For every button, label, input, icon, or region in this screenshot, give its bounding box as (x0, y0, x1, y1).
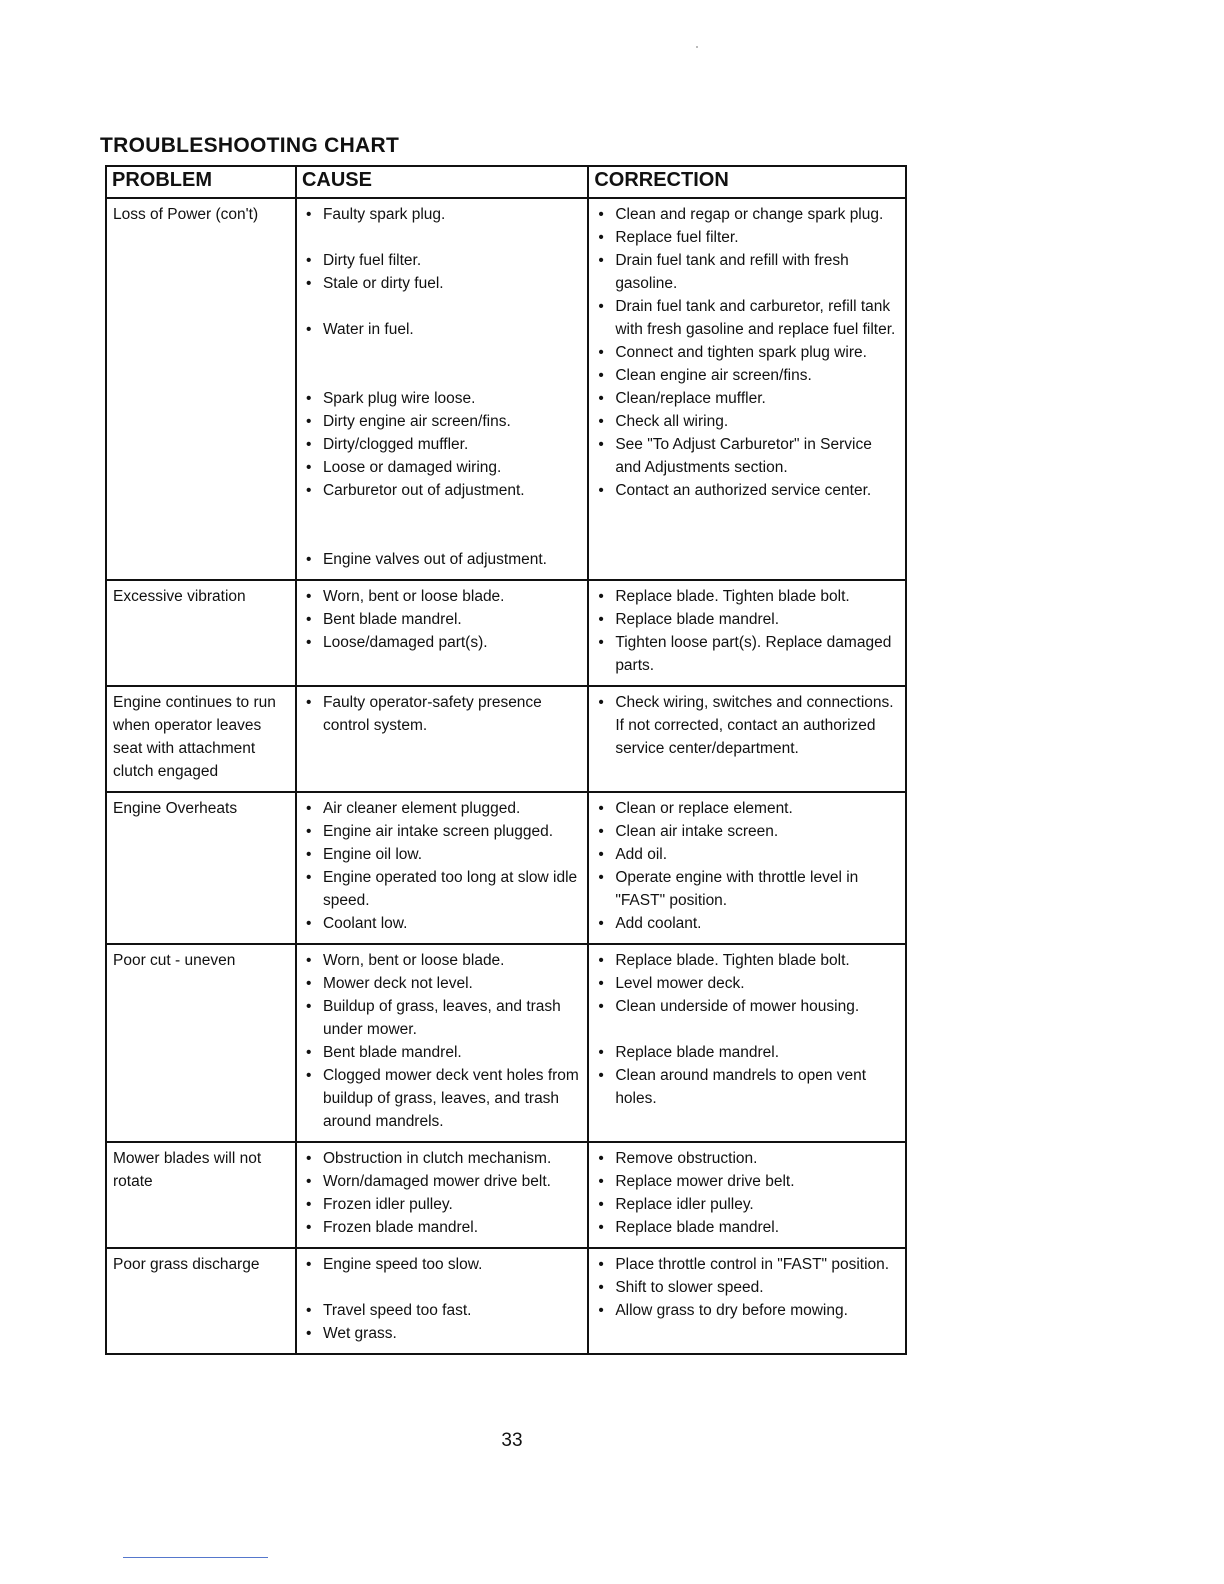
cause-list (303, 585, 581, 654)
cause-cell (296, 198, 588, 580)
correction-list (595, 797, 899, 935)
footer-rule (123, 1557, 268, 1558)
problem-header: PROBLEM (106, 166, 296, 198)
table-row (106, 1248, 906, 1354)
spacer-line (303, 226, 581, 249)
spacer-line (303, 1276, 581, 1299)
correction-cell (588, 792, 906, 944)
table-row (106, 1142, 906, 1248)
cause-item: • Stale or dirty fuel. (303, 272, 581, 295)
spacer-line (303, 502, 581, 525)
cause-item: • Water in fuel. (303, 318, 581, 341)
table-body (106, 198, 906, 1354)
cause-item: • Engine speed too slow. (303, 1253, 581, 1276)
correction-item: • Operate engine with throttle level in "FAST" position. (595, 866, 899, 912)
cause-item: • Carburetor out of adjustment. (303, 479, 581, 502)
correction-cell (588, 944, 906, 1142)
correction-item: • Clean engine air screen/fins. (595, 364, 899, 387)
correction-item: • Check wiring, switches and connections. If not corrected, contact an authorized service center/department. (595, 691, 899, 760)
problem-cell (106, 580, 296, 686)
correction-item: • Contact an authorized service center. (595, 479, 899, 502)
correction-item: • Replace blade. Tighten blade bolt. (595, 585, 899, 608)
cause-item: • Engine valves out of adjustment. (303, 548, 581, 571)
cause-item: • Mower deck not level. (303, 972, 581, 995)
correction-item: • See "To Adjust Carburetor" in Service and Adjustments section. (595, 433, 899, 479)
cause-cell (296, 686, 588, 792)
correction-item: • Clean underside of mower housing. (595, 995, 899, 1018)
correction-item: • Replace blade mandrel. (595, 1041, 899, 1064)
correction-cell (588, 1248, 906, 1354)
correction-item: • Clean around mandrels to open vent holes. (595, 1064, 899, 1110)
correction-list (595, 203, 899, 502)
correction-item: • Drain fuel tank and carburetor, refill tank with fresh gasoline and replace fuel filter. (595, 295, 899, 341)
correction-item: • Replace fuel filter. (595, 226, 899, 249)
correction-item: • Place throttle control in "FAST" position. (595, 1253, 899, 1276)
correction-cell (588, 686, 906, 792)
spacer-line (303, 341, 581, 364)
cause-item: • Frozen blade mandrel. (303, 1216, 581, 1239)
cause-cell (296, 792, 588, 944)
cause-list (303, 949, 581, 1133)
problem-text: Engine continues to run when operator leaves seat with attachment clutch engaged (113, 694, 276, 780)
cause-item: • Worn/damaged mower drive belt. (303, 1170, 581, 1193)
problem-text: Loss of Power (con't) (113, 206, 259, 223)
cause-item: • Obstruction in clutch mechanism. (303, 1147, 581, 1170)
table-row (106, 792, 906, 944)
cause-item: • Faulty operator-safety presence control system. (303, 691, 581, 737)
problem-text: Engine Overheats (113, 800, 238, 817)
correction-cell (588, 198, 906, 580)
cause-cell (296, 1142, 588, 1248)
correction-item: • Replace idler pulley. (595, 1193, 899, 1216)
correction-item: • Drain fuel tank and refill with fresh gasoline. (595, 249, 899, 295)
header-row (106, 166, 906, 198)
cause-item: • Dirty engine air screen/fins. (303, 410, 581, 433)
cause-item: • Frozen idler pulley. (303, 1193, 581, 1216)
cause-item: • Clogged mower deck vent holes from buildup of grass, leaves, and trash around mandrels. (303, 1064, 581, 1133)
problem-text: Excessive vibration (113, 588, 246, 605)
correction-item: • Allow grass to dry before mowing. (595, 1299, 899, 1322)
cause-item: • Loose/damaged part(s). (303, 631, 581, 654)
correction-cell (588, 580, 906, 686)
problem-cell (106, 686, 296, 792)
cause-item: • Bent blade mandrel. (303, 608, 581, 631)
cause-item: • Wet grass. (303, 1322, 581, 1345)
spacer-line (303, 295, 581, 318)
cause-item: • Spark plug wire loose. (303, 387, 581, 410)
table-row (106, 580, 906, 686)
correction-list (595, 691, 899, 760)
correction-item: • Replace blade mandrel. (595, 1216, 899, 1239)
correction-item: • Clean/replace muffler. (595, 387, 899, 410)
cause-item: • Dirty fuel filter. (303, 249, 581, 272)
correction-item: • Remove obstruction. (595, 1147, 899, 1170)
correction-list (595, 949, 899, 1110)
table-row (106, 686, 906, 792)
correction-item: • Connect and tighten spark plug wire. (595, 341, 899, 364)
cause-item: • Air cleaner element plugged. (303, 797, 581, 820)
table-row (106, 944, 906, 1142)
cause-list (303, 1253, 581, 1345)
cause-cell (296, 1248, 588, 1354)
cause-item: • Dirty/clogged muffler. (303, 433, 581, 456)
cause-list (303, 797, 581, 935)
scan-speck (696, 46, 698, 48)
cause-list (303, 203, 581, 571)
troubleshooting-table (105, 165, 907, 1355)
problem-cell (106, 944, 296, 1142)
correction-item: • Clean air intake screen. (595, 820, 899, 843)
cause-item: • Coolant low. (303, 912, 581, 935)
cause-cell (296, 944, 588, 1142)
problem-cell (106, 198, 296, 580)
cause-item: • Loose or damaged wiring. (303, 456, 581, 479)
spacer-line (303, 364, 581, 387)
cause-item: • Engine air intake screen plugged. (303, 820, 581, 843)
cause-item: • Faulty spark plug. (303, 203, 581, 226)
cause-item: • Worn, bent or loose blade. (303, 585, 581, 608)
cause-header: CAUSE (296, 166, 588, 198)
page-title: TROUBLESHOOTING CHART (100, 134, 400, 157)
cause-item: • Engine oil low. (303, 843, 581, 866)
correction-item: • Clean or replace element. (595, 797, 899, 820)
correction-item: • Add oil. (595, 843, 899, 866)
correction-list (595, 585, 899, 677)
cause-list (303, 1147, 581, 1239)
problem-cell (106, 1248, 296, 1354)
cause-cell (296, 580, 588, 686)
problem-cell (106, 792, 296, 944)
correction-item: • Replace blade. Tighten blade bolt. (595, 949, 899, 972)
correction-item: • Tighten loose part(s). Replace damaged parts. (595, 631, 899, 677)
correction-header: CORRECTION (588, 166, 906, 198)
table-row (106, 198, 906, 580)
spacer-line (595, 1018, 899, 1041)
cause-item: • Buildup of grass, leaves, and trash under mower. (303, 995, 581, 1041)
cause-item: • Engine operated too long at slow idle speed. (303, 866, 581, 912)
cause-item: • Worn, bent or loose blade. (303, 949, 581, 972)
problem-text: Poor grass discharge (113, 1256, 260, 1273)
correction-item: • Add coolant. (595, 912, 899, 935)
problem-text: Poor cut - uneven (113, 952, 236, 969)
correction-list (595, 1147, 899, 1239)
cause-item: • Bent blade mandrel. (303, 1041, 581, 1064)
correction-list (595, 1253, 899, 1322)
problem-text: Mower blades will not rotate (113, 1150, 262, 1190)
cause-item: • Travel speed too fast. (303, 1299, 581, 1322)
correction-item: • Clean and regap or change spark plug. (595, 203, 899, 226)
correction-item: • Level mower deck. (595, 972, 899, 995)
spacer-line (303, 525, 581, 548)
correction-item: • Shift to slower speed. (595, 1276, 899, 1299)
correction-cell (588, 1142, 906, 1248)
correction-item: • Check all wiring. (595, 410, 899, 433)
correction-item: • Replace blade mandrel. (595, 608, 899, 631)
problem-cell (106, 1142, 296, 1248)
cause-list (303, 691, 581, 737)
page-number: 33 (501, 1430, 523, 1451)
correction-item: • Replace mower drive belt. (595, 1170, 899, 1193)
